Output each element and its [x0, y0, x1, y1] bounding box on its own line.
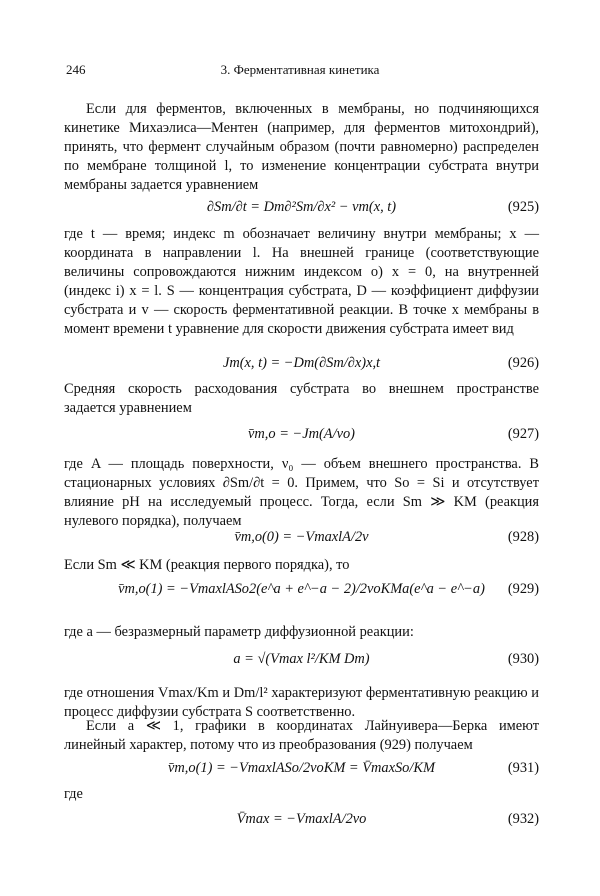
equation-928 — [64, 526, 539, 548]
equation-formula: Jm(x, t) = −Dm(∂Sm/∂x)x,t — [222, 355, 381, 371]
chapter-title: 3. Ферментативная кинетика — [220, 62, 380, 77]
equation-number: (927) — [507, 426, 539, 442]
equation-927 — [64, 423, 539, 445]
paragraph-stationary: где A — площадь поверхности, ν₀ — объем внешнего пространства. В стационарных условиях ∂Sm/∂t = 0. Примем, что So = Si и отсутствует влияние pH на исследуемый процесс. Тогда, если Sm ≫ KM (реакция нулевого порядка), получаем — [64, 456, 539, 529]
equation-number: (925) — [507, 199, 539, 215]
paragraph-definitions: где t — время; индекс m обозначает величину внутри мембраны; x — координата в направлении l. На внешней границе (соответствующие величины сопровождаются нижним индексом о) x = 0, на внутренней (индекс i) x = l. S — концентрация субстрата, D — коэффициент диффузии субстрата и v — скорость ферментативной реакции. В точке x мембраны в момент времени t уравнение для скорости движения субстрата имеет вид — [64, 226, 539, 337]
equation-929 — [64, 578, 539, 600]
paragraph-first-order: Если Sm ≪ KM (реакция первого порядка), то — [64, 557, 350, 573]
paragraph-ratios: где отношения Vmax/Km и Dm/l² характеризуют ферментативную реакцию и процесс диффузии субстрата S соответственно. — [64, 685, 539, 720]
equation-number: (930) — [507, 651, 539, 667]
equation-number: (926) — [507, 355, 539, 371]
equation-926 — [64, 352, 539, 374]
equation-930 — [64, 648, 539, 670]
equation-formula: ∂Sm/∂t = Dm∂²Sm/∂x² − vm(x, t) — [206, 199, 397, 215]
equation-number: (928) — [507, 529, 539, 545]
equation-formula: V̄max = −VmaxlA/2νo — [236, 811, 367, 827]
page-number: 246 — [66, 62, 86, 77]
paragraph-lineweaver: Если a ≪ 1, графики в координатах Лайнуивера—Берка имеют линейный характер, потому что из преобразования (929) получаем — [64, 718, 539, 753]
equation-number: (931) — [507, 760, 539, 776]
running-header — [66, 62, 534, 82]
equation-931 — [64, 757, 539, 779]
paragraph-where: где — [64, 786, 83, 802]
equation-formula: v̄m,o(1) = −VmaxlASo2(e^a + e^−a − 2)/2νoKMa(e^a − e^−a) — [118, 581, 485, 597]
equation-formula: v̄m,o(1) = −VmaxlASo/2νoKM = V̄maxSo/KM — [168, 760, 435, 776]
equation-number: (932) — [507, 811, 539, 827]
equation-number: (929) — [507, 581, 539, 597]
paragraph-parameter: где a — безразмерный параметр диффузионной реакции: — [64, 624, 414, 640]
equation-932 — [64, 808, 539, 830]
equation-formula: v̄m,o = −Jm(A/νo) — [248, 426, 355, 442]
equation-925 — [64, 196, 539, 218]
equation-formula: a = √(Vmax l²/KM Dm) — [233, 651, 370, 667]
equation-formula: v̄m,o(0) = −VmaxlA/2ν — [234, 529, 369, 545]
paragraph-average-rate: Средняя скорость расходования субстрата во внешнем пространстве задается уравнением — [64, 381, 539, 416]
paragraph-intro: Если для ферментов, включенных в мембраны, но подчиняющихся кинетике Михаэлиса—Ментен (например, для ферментов митохондрий), принять, что фермент случайным образом (почти равномерно) распределен по мембране толщиной l, то изменение концентрации субстрата внутри мембраны задается уравнением — [64, 101, 539, 193]
